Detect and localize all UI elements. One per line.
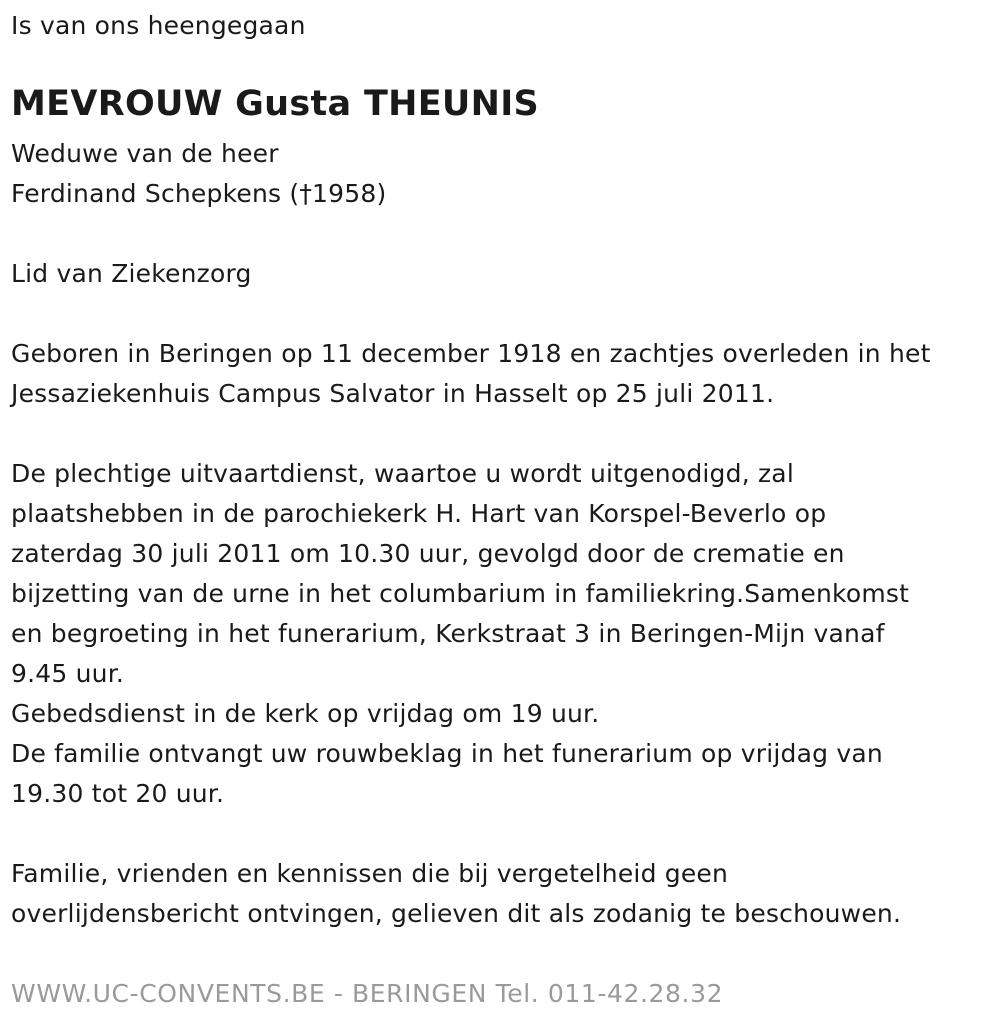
- service-line-2: plaatshebben in de parochiekerk H. Hart van Korspel-Beverlo op: [11, 499, 827, 528]
- service-line-1: De plechtige uitvaartdienst, waartoe u wordt uitgenodigd, zal: [11, 459, 794, 488]
- prayer-service-line: Gebedsdienst in de kerk op vrijdag om 19 uur.: [11, 699, 600, 728]
- spouse-line-2: Ferdinand Schepkens (†1958): [11, 179, 387, 208]
- service-line-6: 9.45 uur.: [11, 659, 125, 688]
- footer-contact: WWW.UC-CONVENTS.BE - BERINGEN Tel. 011-42.28.32: [11, 979, 724, 1008]
- closing-line-2: overlijdensbericht ontvingen, gelieven dit als zodanig te beschouwen.: [11, 899, 902, 928]
- closing-line-1: Familie, vrienden en kennissen die bij vergetelheid geen: [11, 859, 729, 888]
- intro-text: Is van ons heengegaan: [11, 11, 306, 40]
- membership-text: Lid van Ziekenzorg: [11, 259, 252, 288]
- service-line-3: zaterdag 30 juli 2011 om 10.30 uur, gevolgd door de crematie en: [11, 539, 845, 568]
- condolence-line-2: 19.30 tot 20 uur.: [11, 779, 225, 808]
- service-line-4: bijzetting van de urne in het columbarium in familiekring.Samenkomst: [11, 579, 910, 608]
- birth-death-line-1: Geboren in Beringen op 11 december 1918 en zachtjes overleden in het: [11, 339, 931, 368]
- deceased-name: MEVROUW Gusta THEUNIS: [11, 84, 540, 124]
- condolence-line-1: De familie ontvangt uw rouwbeklag in het funerarium op vrijdag van: [11, 739, 883, 768]
- service-line-5: en begroeting in het funerarium, Kerkstraat 3 in Beringen-Mijn vanaf: [11, 619, 885, 648]
- birth-death-line-2: Jessaziekenhuis Campus Salvator in Hasselt op 25 juli 2011.: [11, 379, 775, 408]
- spouse-line-1: Weduwe van de heer: [11, 139, 279, 168]
